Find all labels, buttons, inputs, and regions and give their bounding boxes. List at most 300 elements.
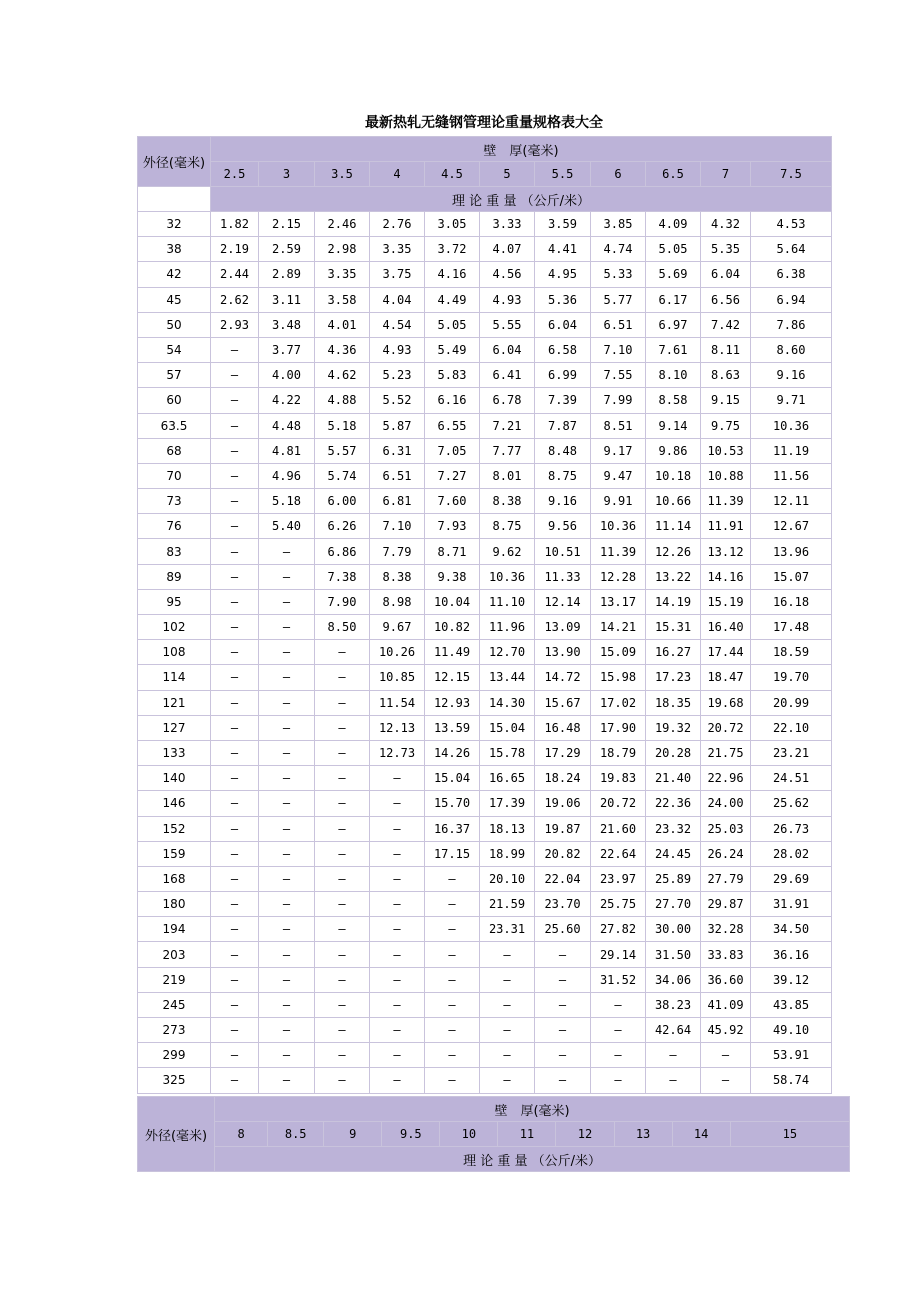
weight-cell: 7.93 xyxy=(425,514,480,539)
weight-cell: – xyxy=(211,489,259,514)
weight-cell: 23.31 xyxy=(480,917,535,942)
outer-diameter-cell: 133 xyxy=(138,740,211,765)
outer-diameter-cell: 68 xyxy=(138,438,211,463)
weight-cell: 17.02 xyxy=(591,690,646,715)
weight-cell: 12.13 xyxy=(370,715,425,740)
weight-cell: – xyxy=(370,892,425,917)
weight-cell: – xyxy=(315,816,370,841)
weight-cell: 12.70 xyxy=(480,640,535,665)
weight-cell: 25.03 xyxy=(701,816,751,841)
weight-cell: – xyxy=(535,992,591,1017)
weight-cell: 3.72 xyxy=(425,237,480,262)
weight-cell: 5.55 xyxy=(480,312,535,337)
weight-cell: – xyxy=(211,917,259,942)
weight-cell: 23.70 xyxy=(535,892,591,917)
weight-cell: 15.70 xyxy=(425,791,480,816)
weight-cell: – xyxy=(211,766,259,791)
weight-cell: 6.51 xyxy=(591,312,646,337)
weight-cell: 6.16 xyxy=(425,388,480,413)
weight-cell: – xyxy=(315,791,370,816)
table-row xyxy=(138,589,832,614)
weight-cell: 16.65 xyxy=(480,766,535,791)
outer-diameter-cell: 60 xyxy=(138,388,211,413)
weight-cell: 6.94 xyxy=(751,287,832,312)
weight-cell: 4.32 xyxy=(701,212,751,237)
weight-cell: 4.53 xyxy=(751,212,832,237)
table-row xyxy=(138,312,832,337)
table-row xyxy=(138,992,832,1017)
weight-cell: 9.16 xyxy=(535,489,591,514)
weight-cell: 4.93 xyxy=(370,337,425,362)
weight-cell: 15.78 xyxy=(480,740,535,765)
outer-diameter-cell: 50 xyxy=(138,312,211,337)
weight-cell: – xyxy=(480,1043,535,1068)
weight-cell: 15.09 xyxy=(591,640,646,665)
weight-cell: 7.10 xyxy=(591,337,646,362)
weight-cell: 3.77 xyxy=(259,337,315,362)
weight-cell: 3.35 xyxy=(315,262,370,287)
weight-cell: 17.48 xyxy=(751,615,832,640)
weight-cell: – xyxy=(425,1043,480,1068)
thickness-cell: 13 xyxy=(614,1122,672,1147)
weight-cell: – xyxy=(211,690,259,715)
weight-cell: – xyxy=(211,866,259,891)
weight-cell: – xyxy=(259,967,315,992)
weight-cell: 39.12 xyxy=(751,967,832,992)
weight-cell: 8.38 xyxy=(370,564,425,589)
weight-cell: 20.99 xyxy=(751,690,832,715)
weight-cell: – xyxy=(211,589,259,614)
weight-cell: 4.88 xyxy=(315,388,370,413)
weight-cell: 16.27 xyxy=(646,640,701,665)
weight-cell: 16.40 xyxy=(701,615,751,640)
weight-cell: 6.04 xyxy=(535,312,591,337)
weight-cell: 15.19 xyxy=(701,589,751,614)
thickness-cell: 9 xyxy=(324,1122,382,1147)
weight-cell: – xyxy=(211,438,259,463)
table-row xyxy=(138,539,832,564)
weight-cell: 12.93 xyxy=(425,690,480,715)
weight-cell: 18.47 xyxy=(701,665,751,690)
outer-diameter-cell: 114 xyxy=(138,665,211,690)
weight-cell: 7.86 xyxy=(751,312,832,337)
weight-cell: 11.91 xyxy=(701,514,751,539)
weight-cell: 8.60 xyxy=(751,337,832,362)
thickness-cell: 2.5 xyxy=(211,162,259,187)
outer-diameter-cell: 54 xyxy=(138,337,211,362)
weight-cell: 18.35 xyxy=(646,690,701,715)
weight-cell: – xyxy=(535,1068,591,1093)
weight-cell: 8.71 xyxy=(425,539,480,564)
weight-cell: 5.35 xyxy=(701,237,751,262)
weight-cell: – xyxy=(315,690,370,715)
outer-diameter-cell: 70 xyxy=(138,463,211,488)
thickness-cell: 8 xyxy=(215,1122,268,1147)
weight-cell: 7.60 xyxy=(425,489,480,514)
table-row xyxy=(138,690,832,715)
weight-cell: 4.07 xyxy=(480,237,535,262)
weight-cell: 22.96 xyxy=(701,766,751,791)
weight-cell: – xyxy=(259,665,315,690)
weight-cell: 3.58 xyxy=(315,287,370,312)
outer-diameter-cell: 89 xyxy=(138,564,211,589)
weight-cell: 6.81 xyxy=(370,489,425,514)
weight-cell: 15.67 xyxy=(535,690,591,715)
weight-cell: – xyxy=(211,841,259,866)
weight-cell: 13.22 xyxy=(646,564,701,589)
weight-cell: 17.39 xyxy=(480,791,535,816)
weight-cell: 7.77 xyxy=(480,438,535,463)
weight-cell: 21.59 xyxy=(480,892,535,917)
weight-cell: – xyxy=(315,892,370,917)
weight-cell: 11.19 xyxy=(751,438,832,463)
outer-diameter-cell: 140 xyxy=(138,766,211,791)
weight-cell: 3.11 xyxy=(259,287,315,312)
table-row xyxy=(138,212,832,237)
thickness-cell: 14 xyxy=(672,1122,730,1147)
table-row xyxy=(138,917,832,942)
weight-cell: 19.83 xyxy=(591,766,646,791)
weight-cell: – xyxy=(211,992,259,1017)
weight-cell: – xyxy=(211,942,259,967)
weight-cell: 53.91 xyxy=(751,1043,832,1068)
weight-cell: – xyxy=(480,1018,535,1043)
weight-cell: 32.28 xyxy=(701,917,751,942)
page-title: 最新热轧无缝钢管理论重量规格表大全 xyxy=(365,115,603,131)
weight-cell: 24.45 xyxy=(646,841,701,866)
weight-cell: 6.38 xyxy=(751,262,832,287)
weight-cell: 11.49 xyxy=(425,640,480,665)
weight-cell: 8.63 xyxy=(701,363,751,388)
weight-cell: 31.50 xyxy=(646,942,701,967)
weight-cell: 7.87 xyxy=(535,413,591,438)
weight-cell: – xyxy=(259,866,315,891)
weight-cell: 6.41 xyxy=(480,363,535,388)
weight-cell: 5.33 xyxy=(591,262,646,287)
weight-cell: – xyxy=(211,715,259,740)
weight-cell: – xyxy=(591,1018,646,1043)
weight-cell: 36.16 xyxy=(751,942,832,967)
weight-cell: 19.68 xyxy=(701,690,751,715)
thickness-cell: 4 xyxy=(370,162,425,187)
weight-cell: – xyxy=(701,1043,751,1068)
weight-cell: 5.36 xyxy=(535,287,591,312)
od-header: 外径(毫米) xyxy=(138,137,211,187)
weight-cell: 12.11 xyxy=(751,489,832,514)
weight-cell: 19.32 xyxy=(646,715,701,740)
table-row xyxy=(138,942,832,967)
weight-cell: 6.51 xyxy=(370,463,425,488)
weight-cell: 19.06 xyxy=(535,791,591,816)
weight-cell: – xyxy=(370,766,425,791)
outer-diameter-cell: 159 xyxy=(138,841,211,866)
weight-cell: 3.48 xyxy=(259,312,315,337)
weight-cell: 20.28 xyxy=(646,740,701,765)
weight-cell: – xyxy=(211,1018,259,1043)
weight-cell: 14.72 xyxy=(535,665,591,690)
thickness-cell: 5.5 xyxy=(535,162,591,187)
weight-cell: – xyxy=(259,942,315,967)
outer-diameter-cell: 146 xyxy=(138,791,211,816)
table-row xyxy=(138,388,832,413)
weight-cell: 8.75 xyxy=(480,514,535,539)
weight-cell: 10.88 xyxy=(701,463,751,488)
weight-cell: 34.50 xyxy=(751,917,832,942)
weight-cell: – xyxy=(370,992,425,1017)
weight-cell: 4.00 xyxy=(259,363,315,388)
blank-cell xyxy=(138,187,211,212)
weight-cell: 8.01 xyxy=(480,463,535,488)
outer-diameter-cell: 102 xyxy=(138,615,211,640)
outer-diameter-cell: 325 xyxy=(138,1068,211,1093)
weight-cell: – xyxy=(259,841,315,866)
outer-diameter-cell: 95 xyxy=(138,589,211,614)
weight-cell: 15.98 xyxy=(591,665,646,690)
weight-cell: – xyxy=(370,791,425,816)
weight-cell: 1.82 xyxy=(211,212,259,237)
weight-cell: 9.71 xyxy=(751,388,832,413)
weight-cell: – xyxy=(259,640,315,665)
outer-diameter-cell: 180 xyxy=(138,892,211,917)
weight-cell: 18.59 xyxy=(751,640,832,665)
weight-cell: 5.57 xyxy=(315,438,370,463)
table-row xyxy=(138,740,832,765)
weight-cell: 6.86 xyxy=(315,539,370,564)
weight-cell: 21.75 xyxy=(701,740,751,765)
weight-cell: 5.74 xyxy=(315,463,370,488)
weight-cell: – xyxy=(370,917,425,942)
weight-cell: 27.82 xyxy=(591,917,646,942)
weight-cell: – xyxy=(211,615,259,640)
weight-cell: – xyxy=(315,942,370,967)
weight-cell: 4.95 xyxy=(535,262,591,287)
weight-cell: – xyxy=(370,816,425,841)
weight-cell: 14.16 xyxy=(701,564,751,589)
weight-cell: 23.97 xyxy=(591,866,646,891)
od-header-2: 外径(毫米) xyxy=(138,1097,215,1172)
weight-cell: 13.12 xyxy=(701,539,751,564)
weight-cell: – xyxy=(315,967,370,992)
weight-cell: 26.24 xyxy=(701,841,751,866)
weight-cell: – xyxy=(425,866,480,891)
weight-cell: 15.31 xyxy=(646,615,701,640)
weight-cell: – xyxy=(211,539,259,564)
weight-cell: 4.54 xyxy=(370,312,425,337)
weight-cell: 8.98 xyxy=(370,589,425,614)
weight-cell: 22.36 xyxy=(646,791,701,816)
weight-cell: 20.82 xyxy=(535,841,591,866)
weight-cell: 42.64 xyxy=(646,1018,701,1043)
weight-cell: – xyxy=(211,363,259,388)
weight-cell: – xyxy=(259,1068,315,1093)
weight-cell: – xyxy=(211,640,259,665)
weight-cell: – xyxy=(425,942,480,967)
weight-cell: – xyxy=(425,1068,480,1093)
table-row xyxy=(138,363,832,388)
outer-diameter-cell: 73 xyxy=(138,489,211,514)
weight-cell: – xyxy=(259,816,315,841)
weight-cell: 36.60 xyxy=(701,967,751,992)
weight-cell: – xyxy=(535,942,591,967)
outer-diameter-cell: 219 xyxy=(138,967,211,992)
weight-cell: – xyxy=(211,413,259,438)
table-row xyxy=(138,665,832,690)
outer-diameter-cell: 273 xyxy=(138,1018,211,1043)
weight-cell: – xyxy=(370,866,425,891)
outer-diameter-cell: 194 xyxy=(138,917,211,942)
outer-diameter-cell: 152 xyxy=(138,816,211,841)
weight-cell: 17.29 xyxy=(535,740,591,765)
weight-cell: 10.36 xyxy=(480,564,535,589)
outer-diameter-cell: 299 xyxy=(138,1043,211,1068)
weight-cell: – xyxy=(211,514,259,539)
thickness-cell: 8.5 xyxy=(268,1122,324,1147)
weight-cell: – xyxy=(211,892,259,917)
weight-cell: 7.39 xyxy=(535,388,591,413)
weight-cell: 25.60 xyxy=(535,917,591,942)
weight-header-2: 理 论 重 量 （公斤/米） xyxy=(215,1147,850,1172)
weight-cell: – xyxy=(646,1043,701,1068)
weight-cell: – xyxy=(211,564,259,589)
weight-cell: 7.79 xyxy=(370,539,425,564)
table-row xyxy=(138,841,832,866)
table-row xyxy=(138,514,832,539)
weight-cell: – xyxy=(315,841,370,866)
weight-cell: 16.37 xyxy=(425,816,480,841)
weight-cell: 7.99 xyxy=(591,388,646,413)
weight-cell: – xyxy=(211,816,259,841)
weight-cell: 14.30 xyxy=(480,690,535,715)
weight-cell: 9.17 xyxy=(591,438,646,463)
weight-cell: 6.78 xyxy=(480,388,535,413)
weight-cell: 11.14 xyxy=(646,514,701,539)
weight-cell: 6.97 xyxy=(646,312,701,337)
weight-cell: – xyxy=(535,1018,591,1043)
weight-header: 理 论 重 量 （公斤/米） xyxy=(211,187,832,212)
table-row xyxy=(138,463,832,488)
thickness-values-row xyxy=(138,162,832,187)
weight-cell: 7.61 xyxy=(646,337,701,362)
weight-cell: 23.32 xyxy=(646,816,701,841)
weight-cell: 11.39 xyxy=(701,489,751,514)
weight-cell: 25.75 xyxy=(591,892,646,917)
weight-cell: 5.87 xyxy=(370,413,425,438)
weight-cell: 2.93 xyxy=(211,312,259,337)
table-row xyxy=(138,262,832,287)
outer-diameter-cell: 42 xyxy=(138,262,211,287)
table-row xyxy=(138,967,832,992)
weight-cell: – xyxy=(259,791,315,816)
weight-table-1 xyxy=(137,136,832,1094)
weight-cell: 4.41 xyxy=(535,237,591,262)
weight-cell: – xyxy=(315,1043,370,1068)
weight-cell: 27.70 xyxy=(646,892,701,917)
weight-cell: – xyxy=(259,892,315,917)
weight-cell: 7.05 xyxy=(425,438,480,463)
weight-cell: 4.56 xyxy=(480,262,535,287)
weight-cell: 11.54 xyxy=(370,690,425,715)
weight-cell: – xyxy=(425,967,480,992)
weight-cell: 9.62 xyxy=(480,539,535,564)
weight-cell: 24.00 xyxy=(701,791,751,816)
weight-cell: 11.56 xyxy=(751,463,832,488)
weight-cell: 13.96 xyxy=(751,539,832,564)
weight-cell: 19.70 xyxy=(751,665,832,690)
weight-cell: 4.09 xyxy=(646,212,701,237)
weight-cell: 9.16 xyxy=(751,363,832,388)
weight-cell: 2.76 xyxy=(370,212,425,237)
weight-cell: 31.52 xyxy=(591,967,646,992)
thickness-cell: 7.5 xyxy=(751,162,832,187)
weight-cell: 4.93 xyxy=(480,287,535,312)
weight-cell: 12.28 xyxy=(591,564,646,589)
weight-cell: 10.85 xyxy=(370,665,425,690)
weight-cell: 4.04 xyxy=(370,287,425,312)
weight-cell: – xyxy=(315,740,370,765)
weight-cell: 11.10 xyxy=(480,589,535,614)
table-row xyxy=(138,287,832,312)
weight-cell: – xyxy=(370,967,425,992)
weight-cell: 4.36 xyxy=(315,337,370,362)
weight-cell: 12.67 xyxy=(751,514,832,539)
weight-cell: 23.21 xyxy=(751,740,832,765)
weight-cell: 49.10 xyxy=(751,1018,832,1043)
weight-cell: 13.59 xyxy=(425,715,480,740)
outer-diameter-cell: 127 xyxy=(138,715,211,740)
weight-cell: 4.01 xyxy=(315,312,370,337)
table-row xyxy=(138,1043,832,1068)
weight-cell: – xyxy=(425,1018,480,1043)
weight-cell: 7.10 xyxy=(370,514,425,539)
thickness-cell: 5 xyxy=(480,162,535,187)
weight-cell: 6.04 xyxy=(480,337,535,362)
weight-cell: – xyxy=(259,539,315,564)
table-row xyxy=(138,715,832,740)
weight-cell: – xyxy=(315,715,370,740)
weight-cell: 21.60 xyxy=(591,816,646,841)
weight-cell: 43.85 xyxy=(751,992,832,1017)
weight-cell: 9.38 xyxy=(425,564,480,589)
thickness-cell: 9.5 xyxy=(382,1122,440,1147)
weight-cell: 6.56 xyxy=(701,287,751,312)
weight-cell: 10.36 xyxy=(751,413,832,438)
weight-cell: 22.04 xyxy=(535,866,591,891)
thickness-cell: 12 xyxy=(556,1122,614,1147)
weight-cell: 13.44 xyxy=(480,665,535,690)
weight-cell: 8.48 xyxy=(535,438,591,463)
thickness-cell: 10 xyxy=(440,1122,498,1147)
weight-cell: – xyxy=(259,992,315,1017)
weight-cell: – xyxy=(259,1043,315,1068)
weight-cell: 15.07 xyxy=(751,564,832,589)
weight-cell: 13.90 xyxy=(535,640,591,665)
outer-diameter-cell: 32 xyxy=(138,212,211,237)
weight-cell: 12.15 xyxy=(425,665,480,690)
weight-cell: 4.96 xyxy=(259,463,315,488)
thickness-cell: 3.5 xyxy=(315,162,370,187)
weight-cell: 31.91 xyxy=(751,892,832,917)
weight-cell: 10.66 xyxy=(646,489,701,514)
outer-diameter-cell: 76 xyxy=(138,514,211,539)
weight-cell: 5.52 xyxy=(370,388,425,413)
weight-cell: 16.18 xyxy=(751,589,832,614)
weight-cell: 34.06 xyxy=(646,967,701,992)
weight-cell: 20.72 xyxy=(591,791,646,816)
weight-cell: – xyxy=(211,337,259,362)
weight-cell: – xyxy=(425,917,480,942)
weight-cell: 15.04 xyxy=(480,715,535,740)
weight-cell: – xyxy=(646,1068,701,1093)
